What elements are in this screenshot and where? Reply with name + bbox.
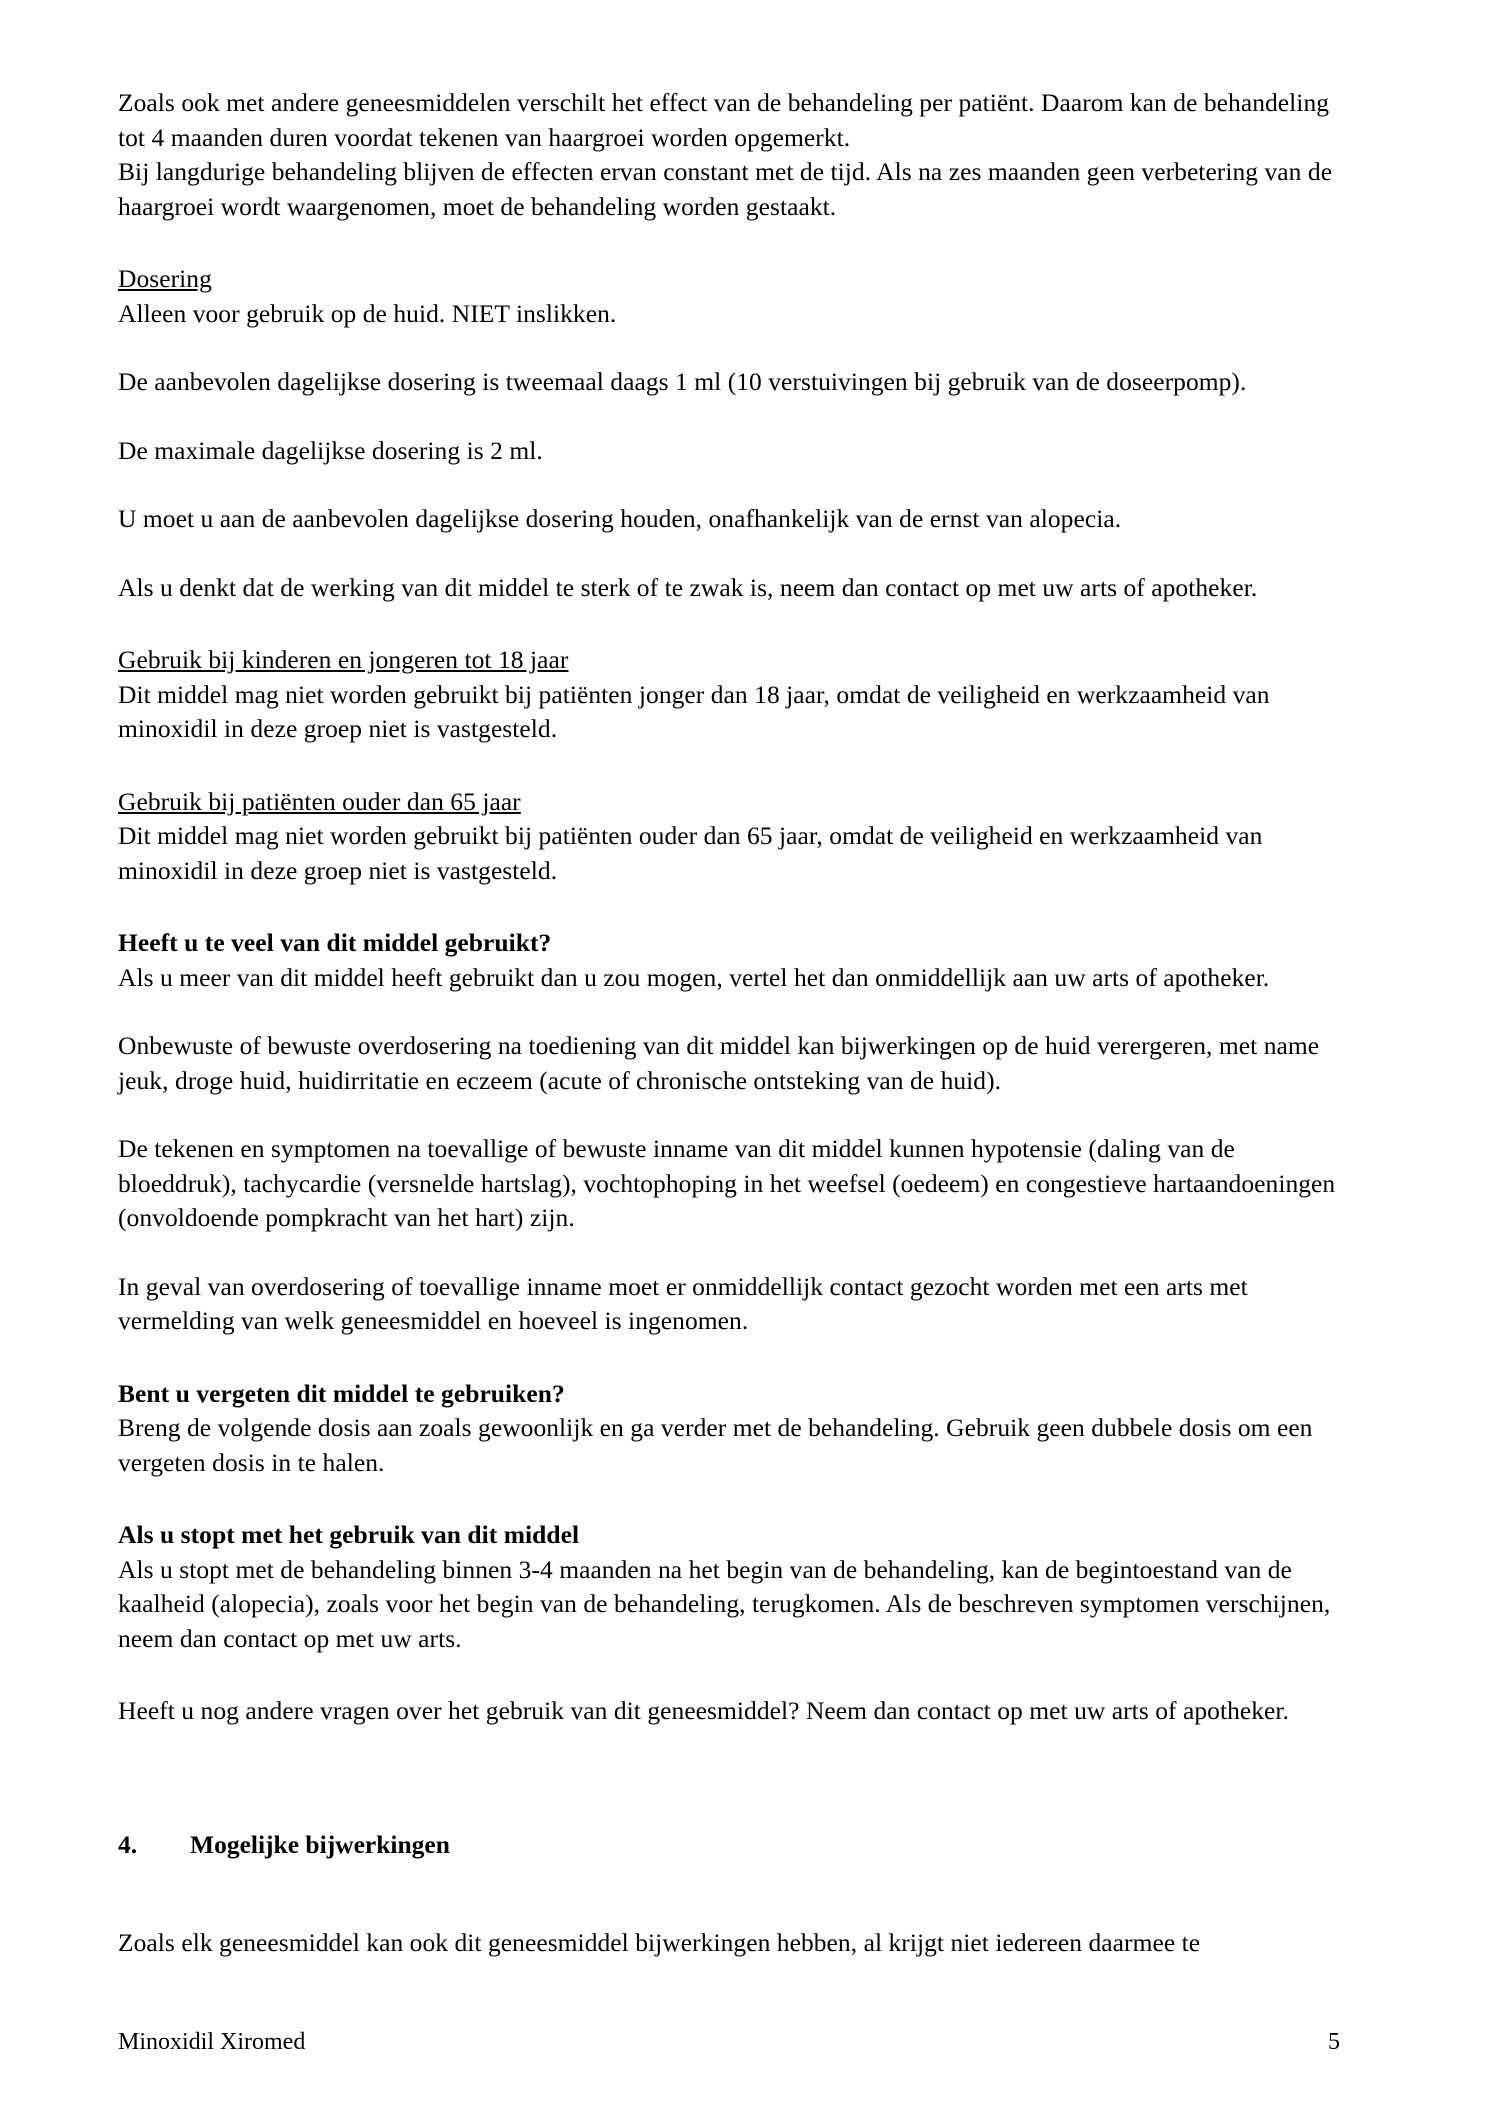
footer-product-name: Minoxidil Xiromed — [118, 2029, 306, 2055]
footer-page-number: 5 — [1328, 2029, 1340, 2055]
spacer — [118, 400, 1340, 434]
page-footer — [118, 2027, 1340, 2057]
section-number: 4. — [118, 1830, 138, 1859]
paragraph-dosering-3: De maximale dagelijkse dosering is 2 ml. — [118, 435, 543, 465]
paragraph-teveel-4: In geval van overdosering of toevallige inname moet er onmiddellijk contact gezocht worden met een arts met vermelding van welk geneesmiddel en hoeveel is ingenomen. — [118, 1271, 1248, 1335]
heading-gebruik-kinderen — [118, 643, 1340, 678]
spacer — [118, 1656, 1340, 1694]
paragraph-vergeten-1: Breng de volgende dosis aan zoals gewoonlijk en ga verder met de behandeling. Gebruik geen dubbele dosis om een vergeten dosis in te halen. — [118, 1413, 1313, 1477]
paragraph-teveel-1: Als u meer van dit middel heeft gebruikt dan u zou mogen, vertel het dan onmiddellijk aan uw arts of apotheker. — [118, 962, 1270, 992]
spacer — [118, 331, 1340, 365]
heading-dosering — [118, 262, 1340, 297]
section-title: Mogelijke bijwerkingen — [190, 1830, 450, 1859]
spacer — [118, 1888, 1340, 1926]
spacer — [118, 468, 1340, 502]
paragraph-intro-2: Bij langdurige behandeling blijven de effecten ervan constant met de tijd. Als na zes maanden geen verbetering van de haargroei wordt waargenomen, moet de behandeling worden gestaakt. — [118, 157, 1333, 221]
spacer — [118, 747, 1340, 785]
paragraph-vragen-1: Heeft u nog andere vragen over het gebruik van dit geneesmiddel? Neem dan contact op met uw arts of apotheker. — [118, 1696, 1289, 1725]
section-heading-4 — [118, 1828, 1340, 1863]
heading-gebruik-ouderen — [118, 785, 1340, 820]
paragraph-ouderen-1: Dit middel mag niet worden gebruikt bij patiënten ouder dan 65 jaar, omdat de veiligheid en werkzaamheid van minoxidil in deze groep niet is vastgesteld. — [118, 821, 1263, 885]
paragraph-teveel-3: De tekenen en symptomen na toevallige of bewuste inname van dit middel kunnen hypotensie (daling van de bloeddruk), tachycardie (versnelde hartslag), vochtophoping in het weefsel (oedeem) en congestieve hartaandoeningen (onvoldoende pompkracht van het hart) zijn. — [118, 1134, 1336, 1232]
spacer — [118, 1729, 1340, 1803]
paragraph-kinderen-1: Dit middel mag niet worden gebruikt bij patiënten jonger dan 18 jaar, omdat de veiligheid en werkzaamheid van minoxidil in deze groep niet is vastgesteld. — [118, 679, 1270, 743]
heading-stoppen: Als u stopt met het gebruik van dit middel — [118, 1520, 580, 1549]
spacer — [118, 1098, 1340, 1132]
paragraph-dosering-2: De aanbevolen dagelijkse dosering is tweemaal daags 1 ml (10 verstuivingen bij gebruik van de doseerpomp). — [118, 367, 1247, 396]
spacer — [118, 1480, 1340, 1518]
spacer — [118, 537, 1340, 571]
paragraph-dosering-4: U moet u aan de aanbevolen dagelijkse dosering houden, onafhankelijk van de ernst van alopecia. — [118, 504, 1122, 533]
spacer — [118, 224, 1340, 262]
paragraph-section4-1: Zoals elk geneesmiddel kan ook dit geneesmiddel bijwerkingen hebben, al krijgt niet iedereen daarmee te — [118, 1928, 1201, 1957]
spacer — [118, 995, 1340, 1029]
paragraph-dosering-1: Alleen voor gebruik op de huid. NIET inslikken. — [118, 298, 617, 328]
paragraph-intro-1: Zoals ook met andere geneesmiddelen verschilt het effect van de behandeling per patiënt. Daarom kan de behandeling tot 4 maanden duren voordat tekenen van haargroei worden opgemerkt. — [118, 88, 1330, 152]
heading-gebruik-kinderen-label: Gebruik bij kinderen en jongeren tot 18 jaar — [118, 645, 569, 674]
heading-te-veel-gebruikt: Heeft u te veel van dit middel gebruikt? — [118, 928, 552, 957]
spacer — [118, 1236, 1340, 1270]
heading-gebruik-ouderen-label: Gebruik bij patiënten ouder dan 65 jaar — [118, 786, 521, 816]
spacer — [118, 605, 1340, 643]
paragraph-teveel-2: Onbewuste of bewuste overdosering na toediening van dit middel kan bijwerkingen op de huid verergeren, met name jeuk, droge huid, huidirritatie en eczeem (acute of chronische ontsteking van de huid). — [118, 1031, 1320, 1095]
spacer — [118, 1339, 1340, 1377]
heading-vergeten: Bent u vergeten dit middel te gebruiken? — [118, 1378, 565, 1408]
heading-dosering-label: Dosering — [118, 264, 212, 293]
document-body — [118, 86, 1340, 1961]
paragraph-dosering-5: Als u denkt dat de werking van dit middel te sterk of te zwak is, neem dan contact op met uw arts of apotheker. — [118, 572, 1258, 602]
spacer — [118, 888, 1340, 926]
paragraph-stoppen-1: Als u stopt met de behandeling binnen 3-4 maanden na het begin van de behandeling, kan de begintoestand van de kaalheid (alopecia), zoals voor het begin van de behandeling, terugkomen. Als de beschreven symptomen verschijnen, neem dan contact op met uw arts. — [118, 1554, 1331, 1653]
